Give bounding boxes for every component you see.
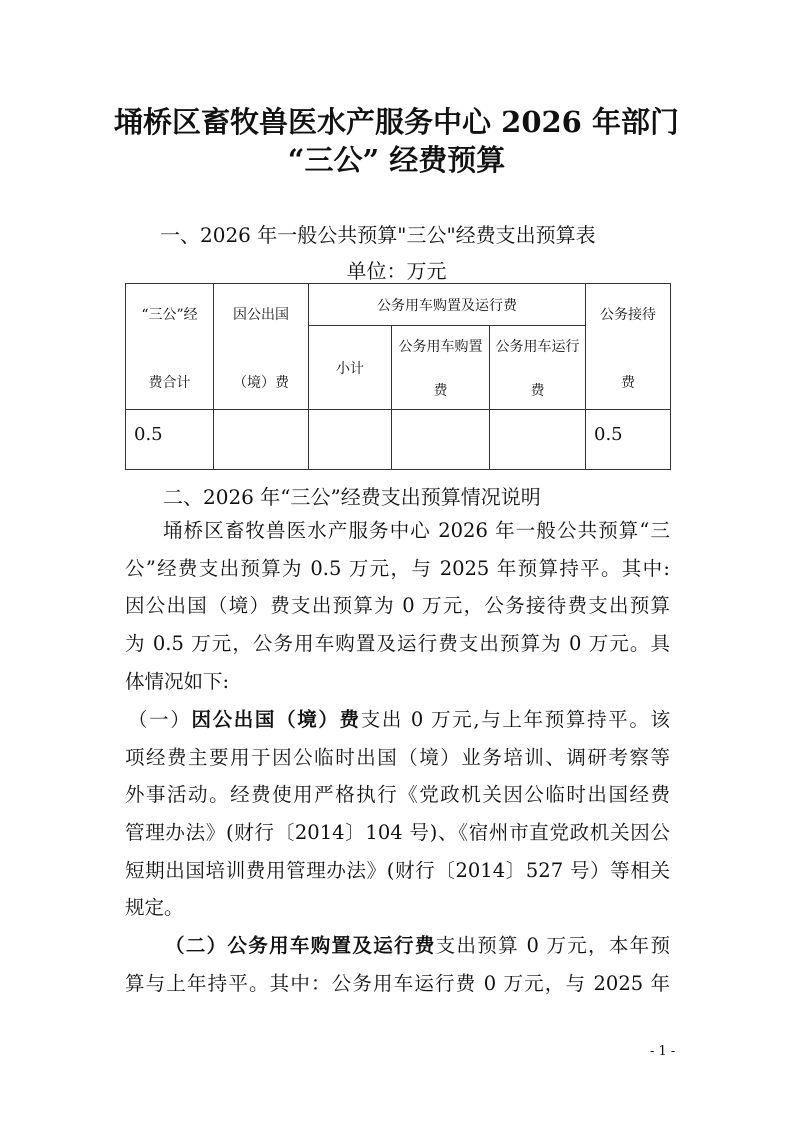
document-title-line2: “三公” 经费预算 bbox=[287, 143, 506, 177]
item1-line: 项经费主要用于因公临时出国（境）业务培训、调研考察等 bbox=[125, 746, 670, 769]
header-vehicle-group: 公务用车购置及运行费 bbox=[309, 284, 586, 326]
item1-line: 规定。 bbox=[125, 896, 184, 919]
cell-purchase bbox=[392, 410, 490, 470]
header-subtotal: 小计 bbox=[309, 326, 392, 410]
header-total-line2: 费合计 bbox=[148, 374, 191, 391]
paragraph1-line: 埇桥区畜牧兽医水产服务中心 2026 年一般公共预算“三 bbox=[163, 519, 670, 542]
budget-table bbox=[125, 283, 671, 470]
header-total-line1: “三公”经 bbox=[141, 306, 198, 323]
header-reception-line2: 费 bbox=[621, 374, 635, 391]
header-operation bbox=[490, 326, 586, 410]
cell-reception: 0.5 bbox=[586, 410, 671, 470]
header-operation-line1: 公务用车运行 bbox=[495, 338, 580, 355]
paragraph1-line: 为 0.5 万元，公务用车购置及运行费支出预算为 0 万元。具 bbox=[125, 632, 670, 655]
item1-line: 管理办法》(财行〔2014〕104 号)、《宿州市直党政机关因公 bbox=[125, 821, 670, 844]
item1-bold-title: 因公出国（境）费 bbox=[191, 708, 361, 731]
cell-subtotal bbox=[309, 410, 392, 470]
header-reception-line1: 公务接待 bbox=[600, 306, 656, 323]
table-row bbox=[126, 410, 671, 470]
header-abroad bbox=[214, 284, 309, 410]
cell-total: 0.5 bbox=[126, 410, 214, 470]
item2-bold-title: （二）公务用车购置及运行费 bbox=[165, 934, 436, 957]
item1-prefix: （一） bbox=[128, 708, 192, 731]
item1-line: 外事活动。经费使用严格执行《党政机关因公临时出国经费 bbox=[125, 783, 670, 806]
header-abroad-line2: （境）费 bbox=[233, 374, 289, 391]
page-number: - 1 - bbox=[650, 1044, 676, 1059]
header-operation-line2: 费 bbox=[530, 382, 545, 399]
section2-heading: 二、2026 年“三公”经费支出预算情况说明 bbox=[163, 485, 541, 509]
document-title-line1: 埇桥区畜牧兽医水产服务中心 2026 年部门 bbox=[114, 105, 679, 139]
cell-abroad bbox=[214, 410, 309, 470]
header-total bbox=[126, 284, 214, 410]
item2-rest: 支出预算 0 万元，本年预 bbox=[435, 934, 670, 957]
item1-first-line bbox=[128, 704, 670, 732]
item1-rest: 支出 0 万元,与上年预算持平。该 bbox=[360, 708, 670, 731]
cell-operation bbox=[490, 410, 586, 470]
item2-line: 算与上年持平。其中：公务用车运行费 0 万元，与 2025 年 bbox=[125, 972, 670, 995]
header-purchase bbox=[392, 326, 490, 410]
header-purchase-line1: 公务用车购置 bbox=[398, 338, 483, 355]
unit-label: 单位：万元 bbox=[346, 259, 447, 283]
item2-first-line bbox=[165, 930, 670, 958]
section1-heading: 一、2026 年一般公共预算"三公"经费支出预算表 bbox=[160, 223, 596, 247]
header-abroad-line1: 因公出国 bbox=[233, 306, 289, 323]
header-purchase-line2: 费 bbox=[433, 382, 448, 399]
paragraph1-line: 体情况如下: bbox=[125, 670, 230, 693]
header-reception bbox=[586, 284, 671, 410]
paragraph1-line: 因公出国（境）费支出预算为 0 万元，公务接待费支出预算 bbox=[125, 594, 670, 617]
item1-line: 短期出国培训费用管理办法》(财行〔2014〕527 号）等相关 bbox=[125, 859, 670, 882]
paragraph1-line: 公”经费支出预算为 0.5 万元，与 2025 年预算持平。其中: bbox=[125, 557, 670, 580]
